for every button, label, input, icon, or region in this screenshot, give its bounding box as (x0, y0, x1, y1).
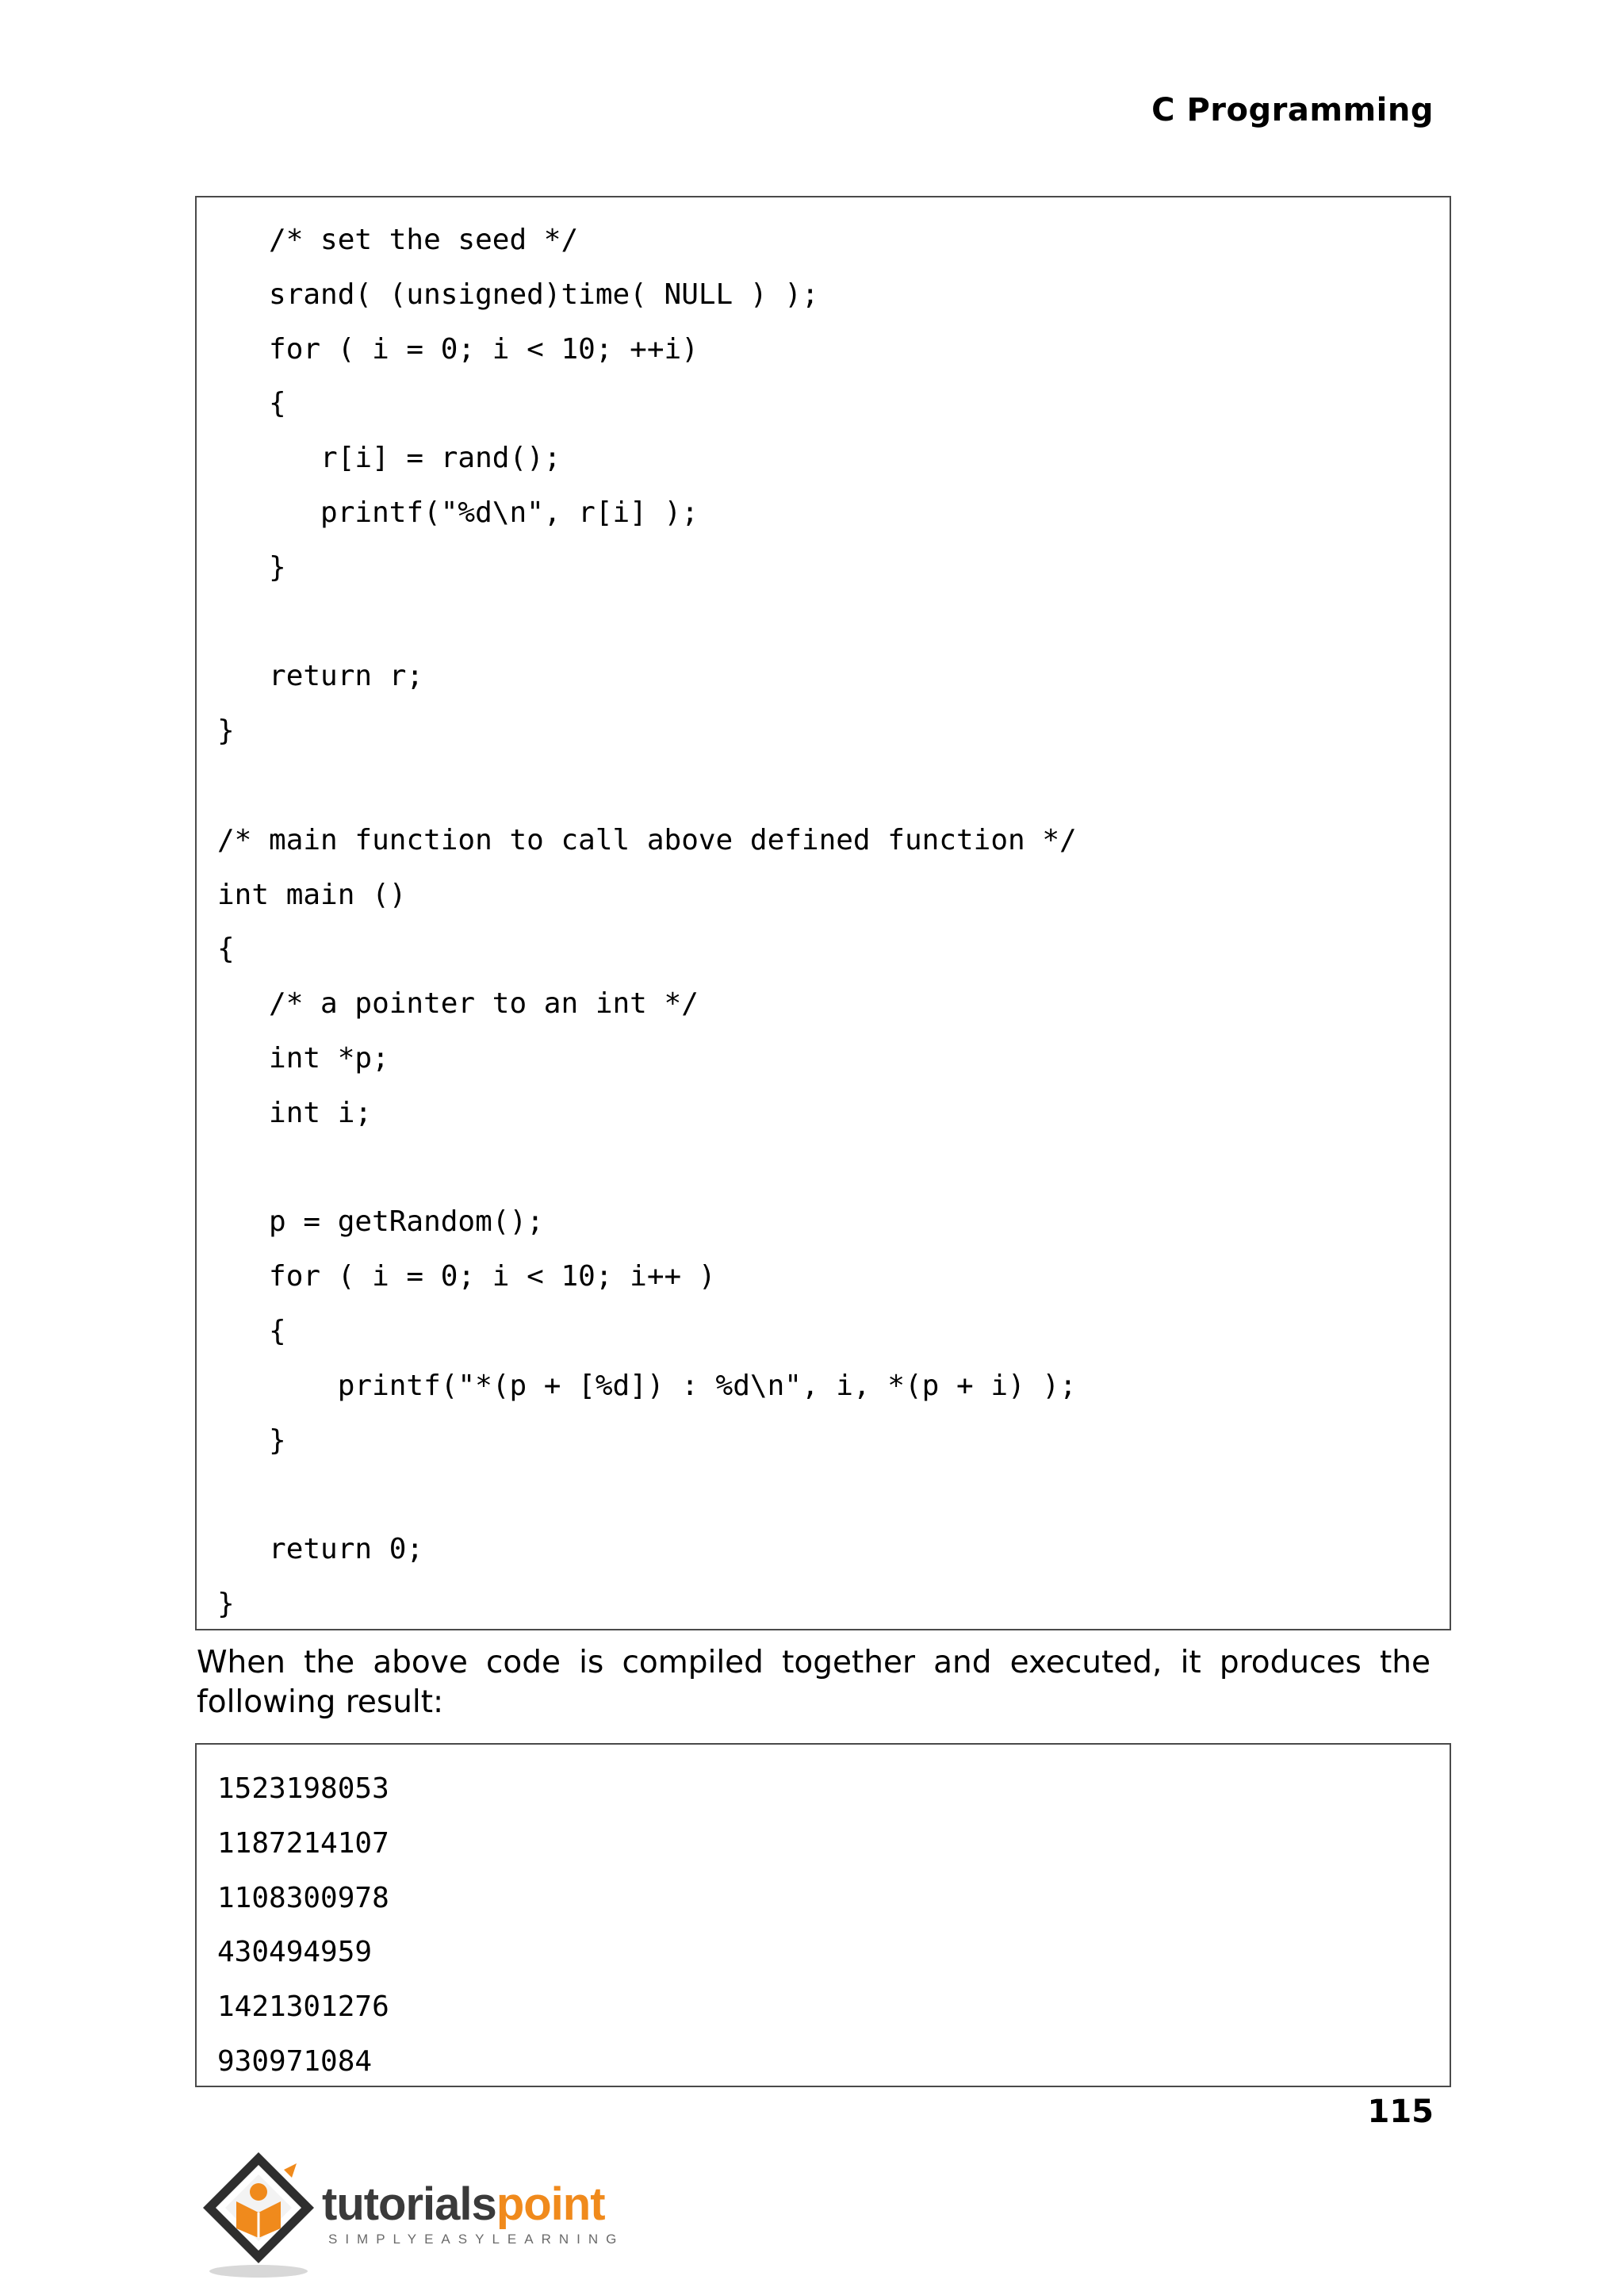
code-line (197, 1141, 1450, 1196)
body-paragraph: When the above code is compiled together and executed, it produces the following result: (197, 1645, 1431, 1720)
code-line: r[i] = rand(); (217, 442, 561, 475)
code-line: } (217, 1423, 286, 1457)
code-line: /* set the seed */ (217, 224, 579, 256)
code-line (197, 1468, 1450, 1523)
code-line: int i; (217, 1096, 373, 1129)
code-line: srand( (unsigned)time( NULL ) ); (217, 278, 819, 311)
page-header-title: C Programming (1151, 92, 1434, 128)
code-line: /* a pointer to an int */ (217, 987, 699, 1021)
code-line: int main () (217, 878, 407, 911)
output-block (195, 1743, 1451, 2087)
code-line: for ( i = 0; i < 10; i++ ) (217, 1260, 716, 1293)
code-line: } (217, 715, 235, 748)
logo-emblem-icon (195, 2146, 322, 2281)
tutorialspoint-logo (195, 2146, 639, 2281)
output-line: 430494959 (217, 1936, 373, 1969)
output-line: 1523198053 (217, 1772, 389, 1805)
logo-word-tutorials: tutorials (322, 2178, 496, 2230)
code-line: for ( i = 0; i < 10; ++i) (217, 332, 699, 366)
code-block (195, 196, 1451, 1630)
page-number: 115 (1367, 2094, 1434, 2130)
code-line: return 0; (217, 1533, 424, 1566)
code-line (197, 596, 1450, 650)
code-line: int *p; (217, 1041, 389, 1075)
output-line: 930971084 (217, 2044, 373, 2078)
logo-wordmark (322, 2178, 605, 2231)
code-line: printf("%d\n", r[i] ); (217, 496, 699, 529)
code-line (197, 759, 1450, 814)
code-line: return r; (217, 660, 424, 693)
code-line: /* main function to call above defined function */ (217, 823, 1077, 856)
code-line: { (217, 1314, 286, 1347)
code-line: printf("*(p + [%d]) : %d\n", i, *(p + i) ); (217, 1369, 1077, 1402)
output-line: 1421301276 (217, 1990, 389, 2024)
logo-tagline: SIMPLYEASYLEARNING (328, 2232, 625, 2247)
code-line: p = getRandom(); (217, 1205, 544, 1239)
code-line: } (217, 1587, 235, 1620)
code-line: { (217, 387, 286, 420)
output-line: 1187214107 (217, 1826, 389, 1860)
logo-word-point: point (496, 2178, 605, 2230)
code-line: { (217, 933, 235, 966)
code-line: } (217, 550, 286, 584)
output-line: 1108300978 (217, 1881, 389, 1914)
